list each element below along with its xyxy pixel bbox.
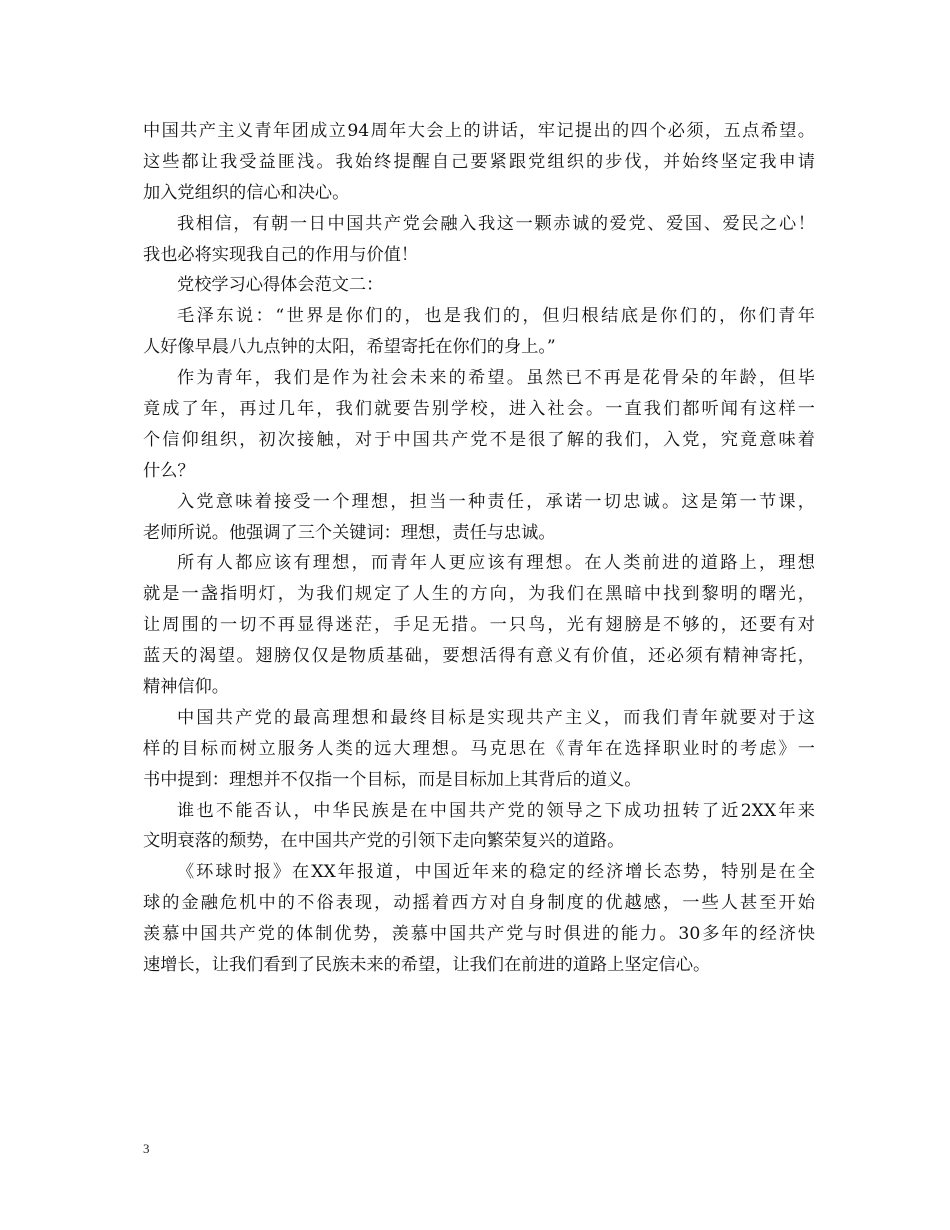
text-line: 书中提到：理想并不仅指一个目标，而是目标加上其背后的道义。 (143, 769, 642, 790)
text-line: 我也必将实现我自己的作用与价值！ (143, 244, 419, 265)
text-line: 蓝天的渴望。翅膀仅仅是物质基础，要想活得有意义有价值，还必须有精神寄托， (143, 646, 815, 667)
text-line: 入党意味着接受一个理想，担当一种责任，承诺一切忠诚。这是第一节课， (177, 491, 815, 512)
text-line: 就是一盏指明灯，为我们规定了人生的方向，为我们在黑暗中找到黎明的曙光， (143, 584, 815, 605)
text-line: 《环球时报》在XX年报道，中国近年来的稳定的经济增长态势，特别是在全 (177, 862, 815, 883)
text-line: 党校学习心得体会范文二： (177, 275, 384, 296)
text-line: 所有人都应该有理想，而青年人更应该有理想。在人类前进的道路上，理想 (177, 553, 815, 574)
text-line: 让周围的一切不再显得迷茫，手足无措。一只鸟，光有翅膀是不够的，还要有对 (143, 615, 815, 636)
text-line: 老师所说。他强调了三个关键词：理想，责任与忠诚。 (143, 522, 556, 543)
text-line: 作为青年，我们是作为社会未来的希望。虽然已不再是花骨朵的年龄，但毕 (177, 368, 815, 389)
text-line: 中国共产主义青年团成立94周年大会上的讲话，牢记提出的四个必须，五点希望。 (143, 121, 815, 141)
text-line: 什么？ (143, 460, 195, 481)
text-line: 竟成了年，再过几年，我们就要告别学校，进入社会。一直我们都听闻有这样一 (143, 399, 815, 420)
page-number: 3 (143, 1141, 150, 1156)
text-line: 人好像早晨八九点钟的太阳，希望寄托在你们的身上。” (143, 337, 556, 358)
text-line: 球的金融危机中的不俗表现，动摇着西方对自身制度的优越感，一些人甚至开始 (143, 893, 815, 914)
text-line: 谁也不能否认，中华民族是在中国共产党的领导之下成功扭转了近2XX年来 (177, 800, 815, 821)
text-line: 文明衰落的颓势，在中国共产党的引领下走向繁荣复兴的道路。 (143, 831, 625, 852)
text-line: 这些都让我受益匪浅。我始终提醒自己要紧跟党组织的步伐，并始终坚定我申请 (143, 151, 815, 172)
document-body (143, 116, 815, 981)
text-line: 毛泽东说：“世界是你们的，也是我们的，但归根结底是你们的，你们青年 (177, 306, 815, 327)
text-line: 速增长，让我们看到了民族未来的希望，让我们在前进的道路上坚定信心。 (143, 955, 711, 976)
text-line: 羡慕中国共产党的体制优势，羡慕中国共产党与时俱进的能力。30多年的经济快 (143, 924, 815, 945)
text-line: 精神信仰。 (143, 677, 229, 698)
text-line: 我相信，有朝一日中国共产党会融入我这一颗赤诚的爱党、爱国、爱民之心！ (177, 213, 815, 234)
text-line: 中国共产党的最高理想和最终目标是实现共产主义，而我们青年就要对于这 (177, 707, 815, 728)
text-line: 样的目标而树立服务人类的远大理想。马克思在《青年在选择职业时的考虑》一 (143, 738, 815, 759)
text-line: 个信仰组织，初次接触，对于中国共产党不是很了解的我们，入党，究竟意味着 (143, 429, 815, 450)
text-line: 加入党组织的信心和决心。 (143, 182, 350, 203)
